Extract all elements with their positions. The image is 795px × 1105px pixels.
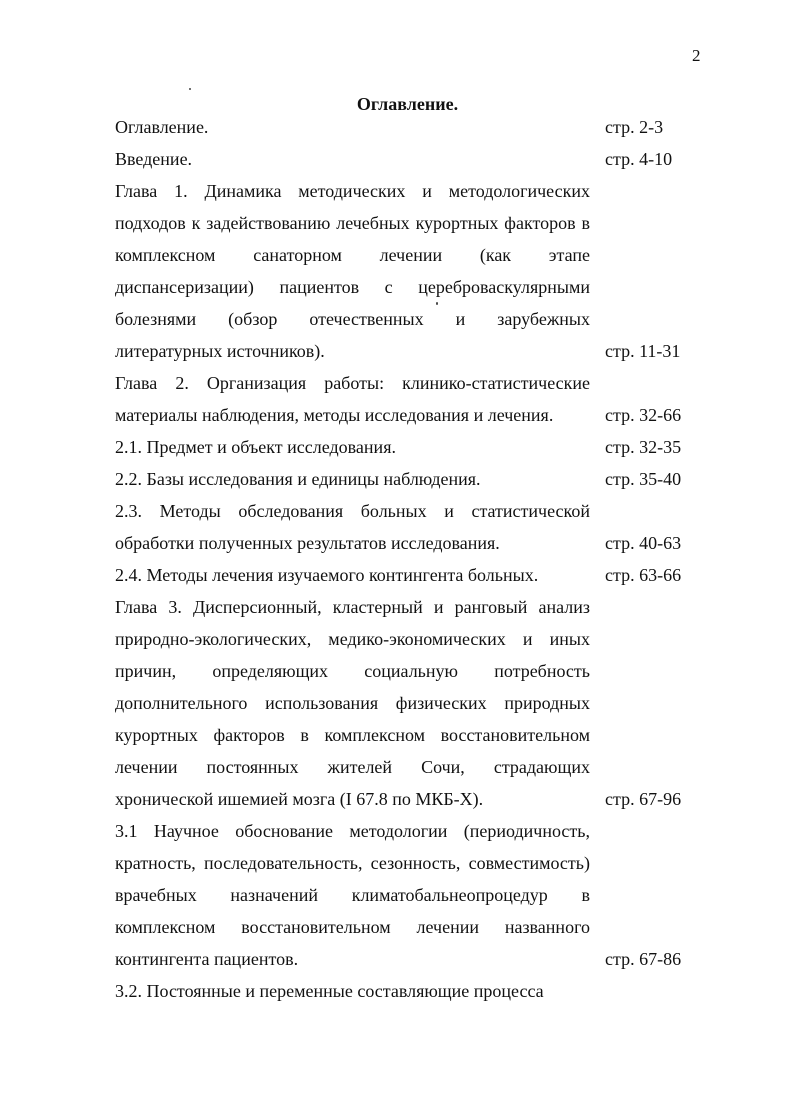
toc-entry-text: Глава 1. Динамика методических и методологических подходов к задействованию лечебных курортных факторов в комплексном санаторном лечении (как этапе диспансеризации) пациентов с цереброваскулярными болезнями (обзор отечественных и зарубежных литературных источников). bbox=[115, 181, 590, 361]
toc-entry-pages: стр. 32-35 bbox=[605, 437, 682, 457]
toc-entry bbox=[115, 495, 682, 559]
toc-entry bbox=[115, 111, 664, 143]
toc-entry bbox=[115, 591, 682, 815]
toc-entry-text: Глава 3. Дисперсионный, кластерный и ранговый анализ природно-экологических, медико-экономических и иных причин, определяющих социальную потребность дополнительного использования физических природных курортных факторов в комплексном восстановительном лечении постоянных жителей Сочи, страдающих хронической ишемией мозга (I 67.8 по МКБ-Х). bbox=[115, 597, 590, 809]
toc-entry-pages: стр. 32-66 bbox=[605, 405, 682, 425]
toc-entry-text: 2.3. Методы обследования больных и статистической обработки полученных результатов исследования. bbox=[115, 501, 590, 553]
toc-entry-pages: стр. 67-86 bbox=[605, 949, 682, 969]
toc-entry bbox=[115, 143, 673, 175]
toc-entry-pages: стр. 40-63 bbox=[605, 533, 682, 553]
toc-entry-pages: стр. 35-40 bbox=[605, 469, 682, 489]
toc-entry-text: Глава 2. Организация работы: клинико-статистические материалы наблюдения, методы исследования и лечения. bbox=[115, 373, 590, 425]
toc-entry-pages: стр. 4-10 bbox=[605, 149, 673, 169]
toc-title: Оглавление. bbox=[356, 94, 459, 114]
toc-entry-text: Введение. bbox=[115, 149, 193, 169]
table-of-contents bbox=[115, 111, 682, 1007]
toc-entry bbox=[115, 431, 682, 463]
toc-entry-text: 3.1 Научное обоснование методологии (периодичность, кратность, последовательность, сезонность, совместимость) врачебных назначений климатобальнеопроцедур в комплексном восстановительном лечении названного контингента пациентов. bbox=[115, 821, 590, 969]
page-number: 2 bbox=[692, 46, 701, 65]
toc-entry bbox=[115, 463, 682, 495]
toc-entry-text: 2.1. Предмет и объект исследования. bbox=[115, 437, 396, 457]
toc-entry bbox=[115, 367, 682, 431]
toc-entry-pages: стр. 63-66 bbox=[605, 565, 682, 585]
scan-speck bbox=[189, 88, 191, 90]
toc-entry bbox=[115, 975, 590, 1007]
toc-entry-pages: стр. 11-31 bbox=[605, 341, 681, 361]
toc-entry-pages: стр. 67-96 bbox=[605, 789, 682, 809]
toc-entry-text: 2.2. Базы исследования и единицы наблюдения. bbox=[115, 469, 481, 489]
toc-entry-text: Оглавление. bbox=[115, 117, 209, 137]
toc-entry bbox=[115, 175, 681, 367]
toc-entry-text: 2.4. Методы лечения изучаемого контингента больных. bbox=[115, 565, 539, 585]
toc-entry bbox=[115, 559, 682, 591]
toc-entry-pages: стр. 2-3 bbox=[605, 117, 664, 137]
toc-entry-text: 3.2. Постоянные и переменные составляющие процесса bbox=[115, 981, 544, 1001]
toc-entry bbox=[115, 815, 682, 975]
